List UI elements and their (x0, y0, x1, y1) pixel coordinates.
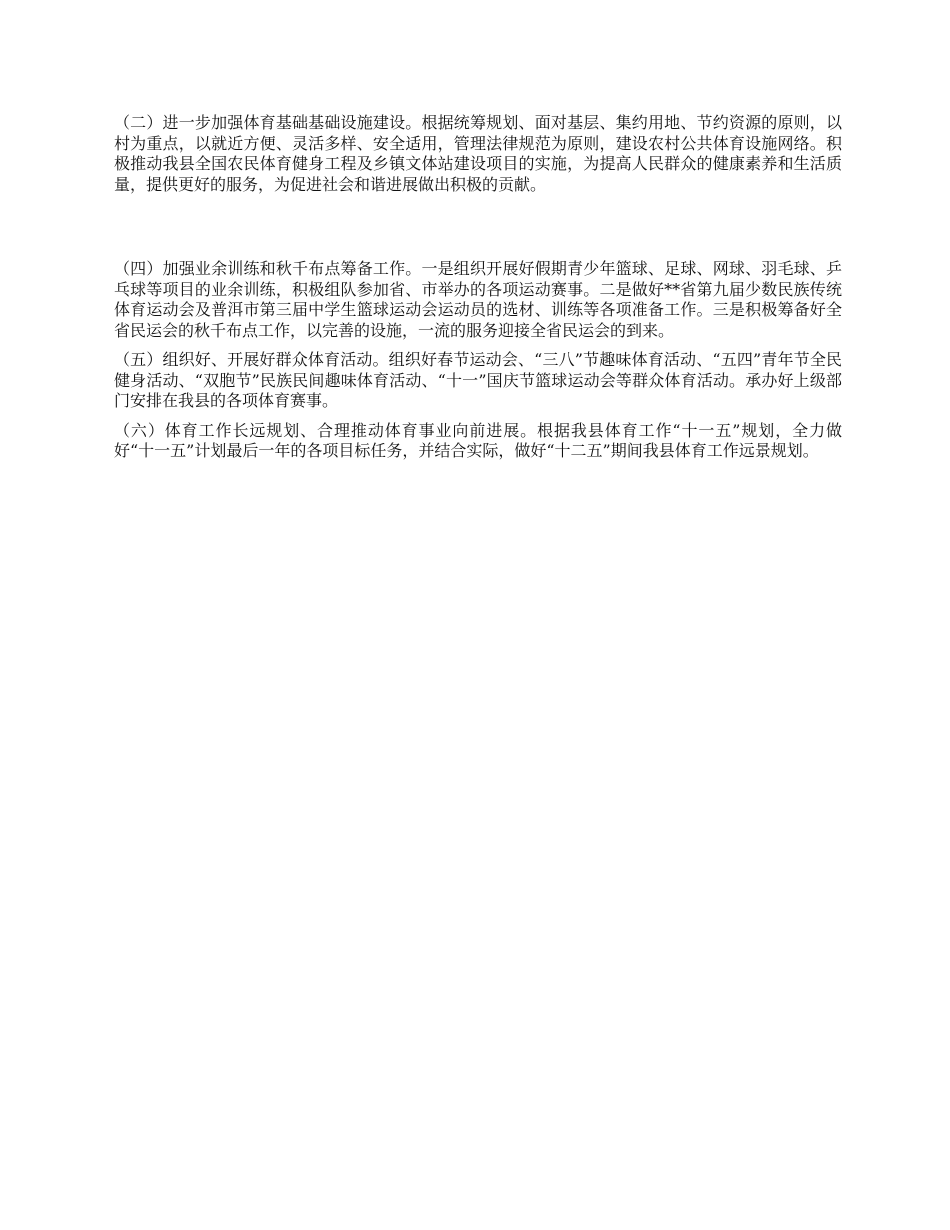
paragraph-long-term-plan: （六）体育工作长远规划、合理推动体育事业向前进展。根据我县体育工作“十一五”规划，全力做好“十一五”计划最后一年的各项目标任务，并结合实际，做好“十二五”期间我县体育工作远景规划。 (114, 420, 842, 460)
paragraph-infrastructure: （二）进一步加强体育基础基础设施建设。根据统筹规划、面对基层、集约用地、节约资源的原则，以村为重点，以就近方便、灵活多样、安全适用，管理法律规范为原则，建设农村公共体育设施网络。积极推动我县全国农民体育健身工程及乡镇文体站建设项目的实施，为提高人民群众的健康素养和生活质量，提供更好的服务，为促进社会和谐进展做出积极的贡献。 (114, 113, 842, 194)
paragraph-mass-sports: （五）组织好、开展好群众体育活动。组织好春节运动会、“三八”节趣味体育活动、“五四”青年节全民健身活动、“双胞节”民族民间趣味体育活动、“十一”国庆节篮球运动会等群众体育活动。承办好上级部门安排在我县的各项体育赛事。 (114, 350, 842, 410)
paragraph-amateur-training: （四）加强业余训练和秋千布点筹备工作。一是组织开展好假期青少年篮球、足球、网球、羽毛球、乒乓球等项目的业余训练，积极组队参加省、市举办的各项运动赛事。二是做好**省第九届少数民族传统体育运动会及普洱市第三届中学生篮球运动会运动员的选材、训练等各项准备工作。三是积极筹备好全省民运会的秋千布点工作，以完善的设施，一流的服务迎接全省民运会的到来。 (114, 259, 842, 340)
document-body (114, 113, 842, 471)
